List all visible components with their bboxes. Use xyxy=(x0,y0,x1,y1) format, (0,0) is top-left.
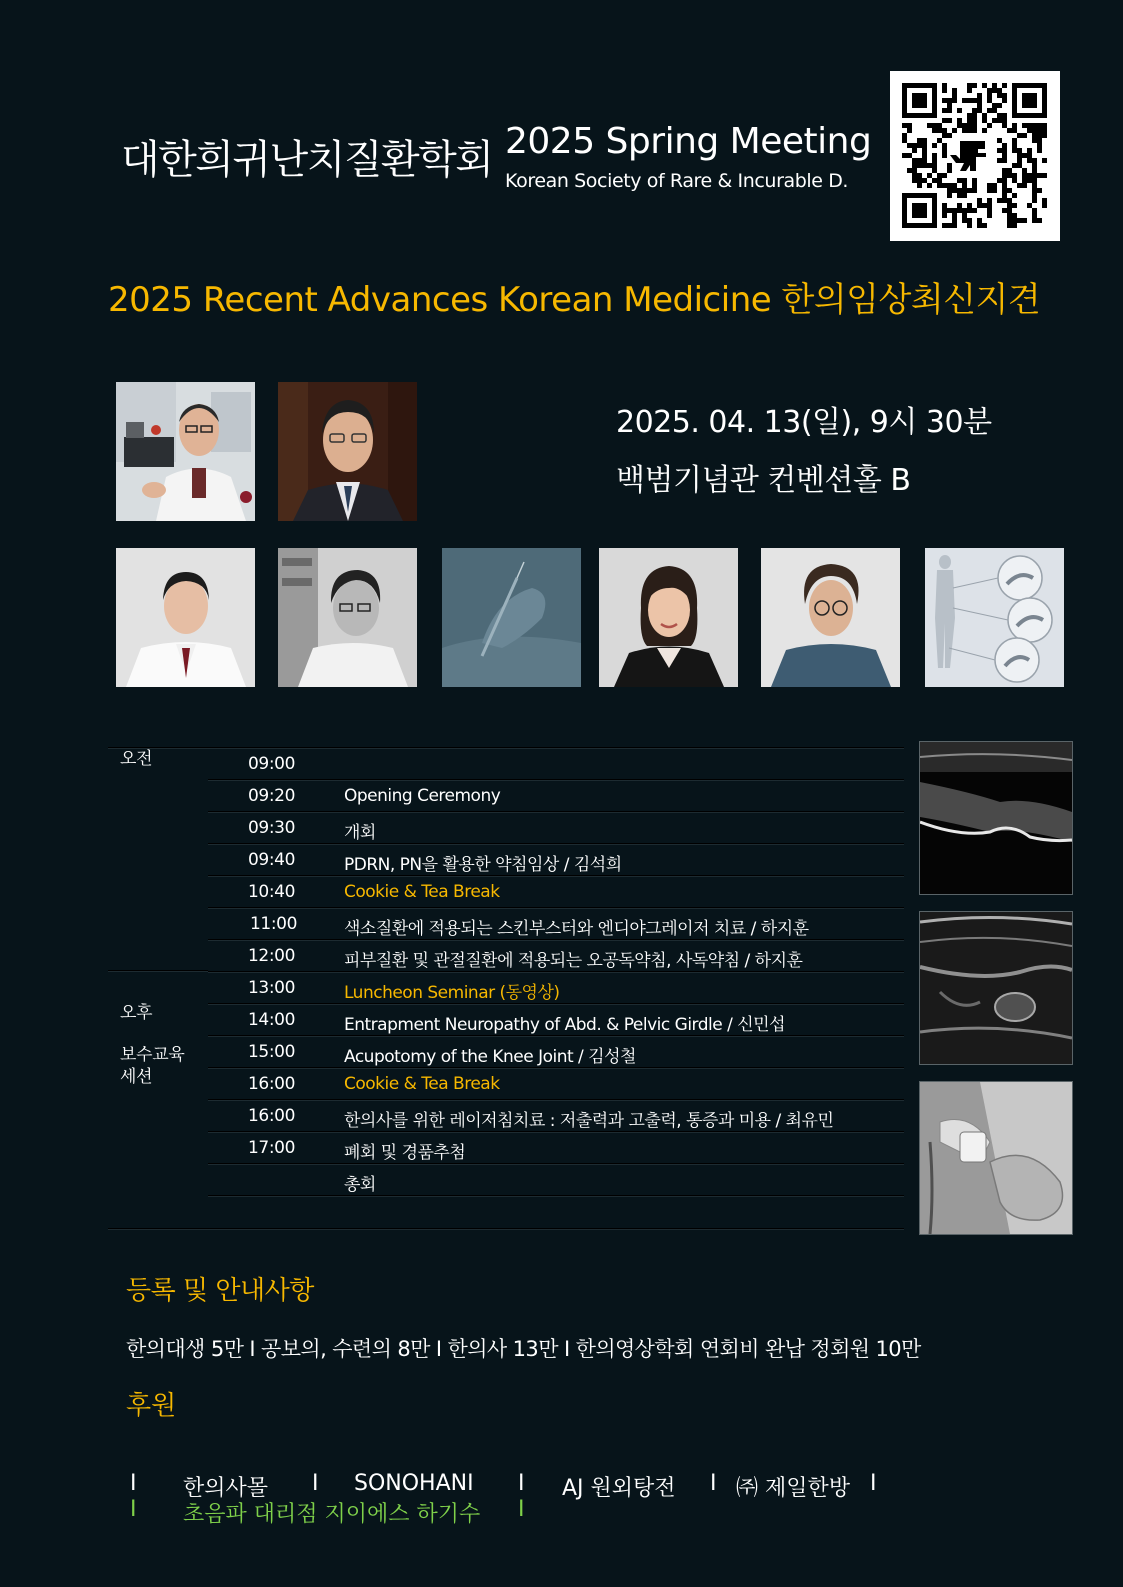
section-continuing-education: 보수교육 세션 xyxy=(120,1045,185,1087)
schedule-row: 09:30 개회 xyxy=(108,812,904,844)
ultrasound-image-2 xyxy=(919,911,1073,1065)
sponsor-name: 한의사몰 xyxy=(183,1476,269,1501)
speaker-photo-woman xyxy=(599,548,738,687)
speaker-photo-bw xyxy=(278,548,417,687)
ultrasound-image-1 xyxy=(919,741,1073,895)
sponsor-name: ㈜ 제일한방 xyxy=(736,1476,851,1501)
section-morning: 오전 xyxy=(120,749,153,769)
separator: I xyxy=(518,1471,525,1496)
society-english-name: Korean Society of Rare & Incurable D. xyxy=(505,170,849,192)
acupuncture-photo xyxy=(442,548,581,687)
society-korean-name: 대한희귀난치질환학회 xyxy=(121,137,493,183)
schedule-row: 12:00 피부질환 및 관절질환에 적용되는 오공독약침, 사독약침 / 하지훈 xyxy=(108,940,904,972)
separator: I xyxy=(710,1471,717,1496)
schedule-row: 10:40 Cookie & Tea Break xyxy=(108,876,904,908)
sponsor-name: 초음파 대리점 지이에스 하기수 xyxy=(183,1502,481,1527)
separator: I xyxy=(130,1497,137,1522)
schedule-row: 15:00 Acupotomy of the Knee Joint / 김성철 xyxy=(108,1036,904,1068)
schedule-row: 09:00 xyxy=(108,748,904,780)
speaker-photo-doctor xyxy=(116,548,255,687)
separator: I xyxy=(130,1471,137,1496)
main-title: 2025 Recent Advances Korean Medicine 한의임상최신지견 xyxy=(108,280,1041,320)
schedule-row: 14:00 Entrapment Neuropathy of Abd. & Pelvic Girdle / 신민섭 xyxy=(108,1004,904,1036)
speaker-photo-suit xyxy=(278,382,417,521)
speaker-photo-lab xyxy=(116,382,255,521)
schedule-row: 09:40 PDRN, PN을 활용한 약침임상 / 김석희 xyxy=(108,844,904,876)
sponsor-name: SONOHANI xyxy=(354,1471,474,1496)
event-date: 2025. 04. 13(일), 9시 30분 xyxy=(616,405,992,440)
schedule-row: 총회 xyxy=(108,1164,904,1196)
registration-fees: 한의대생 5만 I 공보의, 수련의 8만 I 한의사 13만 I 한의영상학회 연회비 완납 정회원 10만 xyxy=(126,1337,921,1361)
speaker-photo-man-glasses xyxy=(761,548,900,687)
sponsor-name: AJ 원외탕전 xyxy=(562,1476,676,1501)
meeting-title: 2025 Spring Meeting xyxy=(505,121,872,162)
schedule-row: 17:00 폐회 및 경품추첨 xyxy=(108,1132,904,1164)
section-afternoon: 오후 xyxy=(120,1003,153,1023)
schedule-row: 09:20 Opening Ceremony xyxy=(108,780,904,812)
separator: I xyxy=(870,1471,877,1496)
schedule-row: 16:00 Cookie & Tea Break xyxy=(108,1068,904,1100)
anatomy-diagram xyxy=(925,548,1064,687)
event-venue: 백범기념관 컨벤션홀 B xyxy=(616,463,911,498)
sponsors-title: 후원 xyxy=(126,1391,177,1421)
schedule-row: 13:00 Luncheon Seminar (동영상) xyxy=(108,972,904,1004)
ultrasound-treatment-photo xyxy=(919,1081,1073,1235)
schedule-row: 11:00 색소질환에 적용되는 스킨부스터와 엔디야그레이저 치료 / 하지훈 xyxy=(108,908,904,940)
qr-code-icon[interactable] xyxy=(890,71,1060,241)
registration-title: 등록 및 안내사항 xyxy=(126,1276,314,1306)
separator: I xyxy=(518,1497,525,1522)
separator: I xyxy=(312,1471,319,1496)
schedule-row: 16:00 한의사를 위한 레이저침치료 : 저출력과 고출력, 통증과 미용 / 최유민 xyxy=(108,1100,904,1132)
